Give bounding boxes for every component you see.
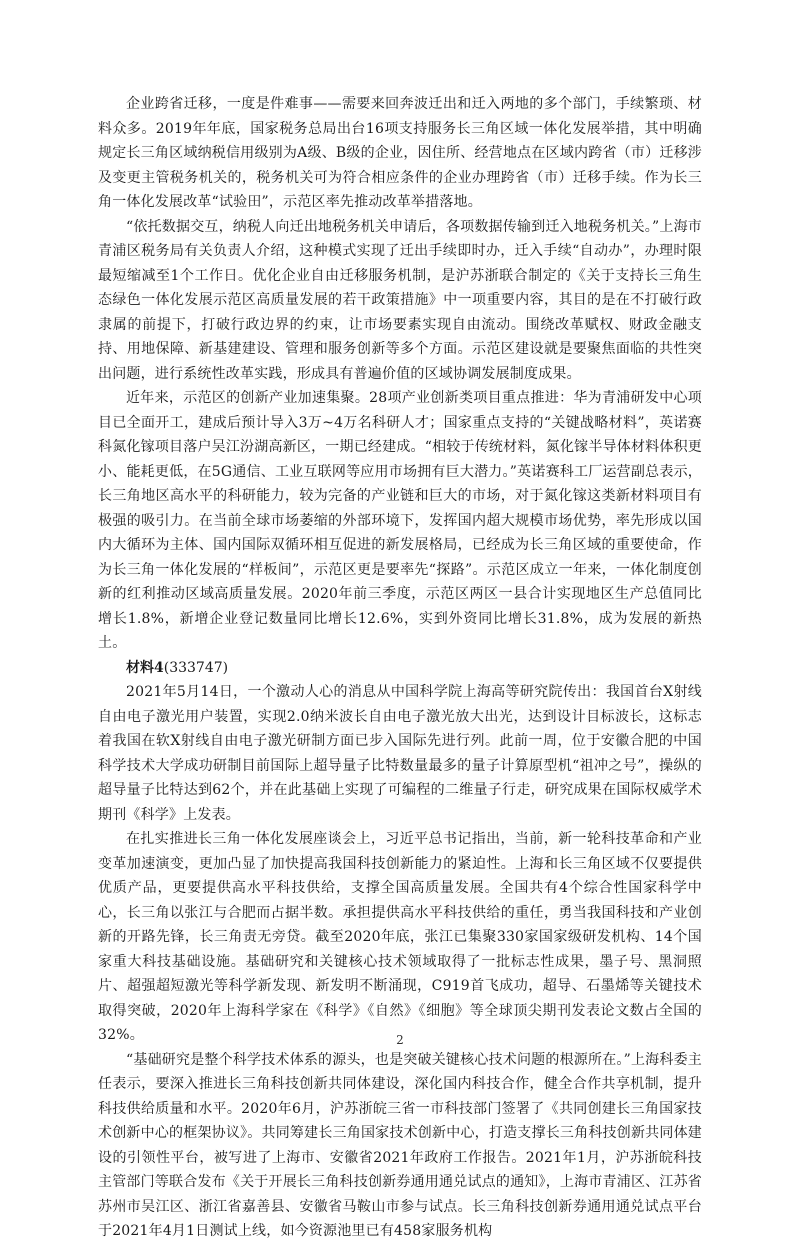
paragraph: 2021年5月14日，一个激动人心的消息从中国科学院上海高等研究院传出：我国首台X射线自由电子激光用户装置，实现2.0纳米波长自由电子激光放大出光，达到设计目标波长，这标志着我国在软X射线自由电子激光研制方面已步入国际先进行列。此前一周，位于安徽合肥的中国科学技术大学成功研制目前国际上超导量子比特数量最多的量子计算原型机“祖冲之号”，操纵的超导量子比特达到62个，并在此基础上实现了可编程的二维量子行走，研究成果在国际权威学术期刊《科学》上发表。 (98, 684, 702, 823)
document-body (98, 92, 702, 1244)
material-heading-code: (333747) (163, 659, 229, 676)
paragraph: 在扎实推进长三角一体化发展座谈会上，习近平总书记指出，当前，新一轮科技革命和产业变革加速演变，更加凸显了加快提高我国科技创新能力的紧迫性。上海和长三角区域不仅要提供优质产品，更要提供高水平科技供给，支撑全国高质量发展。全国共有4个综合性国家科学中心，长三角以张江与合肥而占据半数。承担提供高水平科技供给的重任，勇当我国科技和产业创新的开路先锋，长三角责无旁贷。截至2020年底，张江已集聚330家国家级研发机构、14个国家重大科技基础设施。基础研究和关键核心技术领域取得了一批标志性成果，墨子号、黑洞照片、超强超短激光等科学新发现、新发明不断涌现，C919首飞成功，超导、石墨烯等关键技术取得突破，2020年上海科学家在《科学》《自然》《细胞》等全球顶尖期刊发表论文数占全国的32%。 (98, 831, 702, 1043)
paragraph: 近年来，示范区的创新产业加速集聚。28项产业创新类项目重点推进：华为青浦研发中心项目已全面开工，建成后预计导入3万~4万名科研人才；国家重点支持的“关键战略材料”，英诺赛科氮化镓项目落户吴江汾湖高新区，一期已经建成。“相较于传统材料，氮化镓半导体材料体积更小、能耗更低，在5G通信、工业互联网等应用市场拥有巨大潜力。”英诺赛科工厂运营副总表示，长三角地区高水平的科研能力，较为完备的产业链和巨大的市场，对于氮化镓这类新材料项目有极强的吸引力。在当前全球市场萎缩的外部环境下，发挥国内超大规模市场优势，率先形成以国内大循环为主体、国内国际双循环相互促进的新发展格局，已经成为长三角区域的重要使命，作为长三角一体化发展的“样板间”，示范区更是要率先“探路”。示范区成立一年来，一体化制度创新的红利推动区域高质量发展。2020年前三季度，示范区两区一县合计实现地区生产总值同比增长1.8%，新增企业登记数量同比增长12.6%，实到外资同比增长31.8%，成为发展的新热土。 (98, 390, 702, 651)
paragraph: “基础研究是整个科学技术体系的源头，也是突破关键核心技术问题的根源所在。”上海科委主任表示，要深入推进长三角科技创新共同体建设，深化国内科技合作，健全合作共享机制，提升科技供给质量和水平。2020年6月，沪苏浙皖三省一市科技部门签署了《共同创建长三角国家技术创新中心的框架协议》。共同筹建长三角国家技术创新中心，打造支撑长三角科技创新共同体建设的引领性平台，被写进了上海市、安徽省2021年政府工作报告。2021年1月，沪苏浙皖科技主管部门等联合发布《关于开展长三角科技创新券通用通兑试点的通知》，上海市青浦区、江苏省苏州市吴江区、浙江省嘉善县、安徽省马鞍山市参与试点。长三角科技创新券通用通兑试点平台于2021年4月1日测试上线，如今资源池里已有458家服务机构 (98, 1051, 702, 1239)
material-heading-label: 材料4 (126, 659, 164, 676)
paragraph: 企业跨省迁移，一度是件难事——需要来回奔波迁出和迁入两地的多个部门，手续繁琐、材料众多。2019年年底，国家税务总局出台16项支持服务长三角区域一体化发展举措，其中明确规定长三角区域纳税信用级别为A级、B级的企业，因住所、经营地点在区域内跨省（市）迁移涉及变更主管税务机关的，税务机关可为符合相应条件的企业办理跨省（市）迁移手续。作为长三角一体化发展改革“试验田”，示范区率先推动改革举措落地。 (98, 96, 702, 210)
page-number: 2 (396, 1033, 404, 1047)
paragraph: “依托数据交互，纳税人向迁出地税务机关申请后，各项数据传输到迁入地税务机关。”上海市青浦区税务局有关负责人介绍，这种模式实现了迁出手续即时办，迁入手续“自动办”，办理时限最短缩减至1个工作日。优化企业自由迁移服务机制，是沪苏浙联合制定的《关于支持长三角生态绿色一体化发展示范区高质量发展的若干政策措施》中一项重要内容，其目的是在不打破行政隶属的前提下，打破行政边界的约束，让市场要素实现自由流动。围绕改革赋权、财政金融支持、用地保障、新基建建设、管理和服务创新等多个方面。示范区建设就是要聚焦面临的共性突出问题，进行系统性改革实践，形成具有普遍价值的区域协调发展制度成果。 (98, 218, 702, 382)
material-heading (98, 656, 702, 681)
